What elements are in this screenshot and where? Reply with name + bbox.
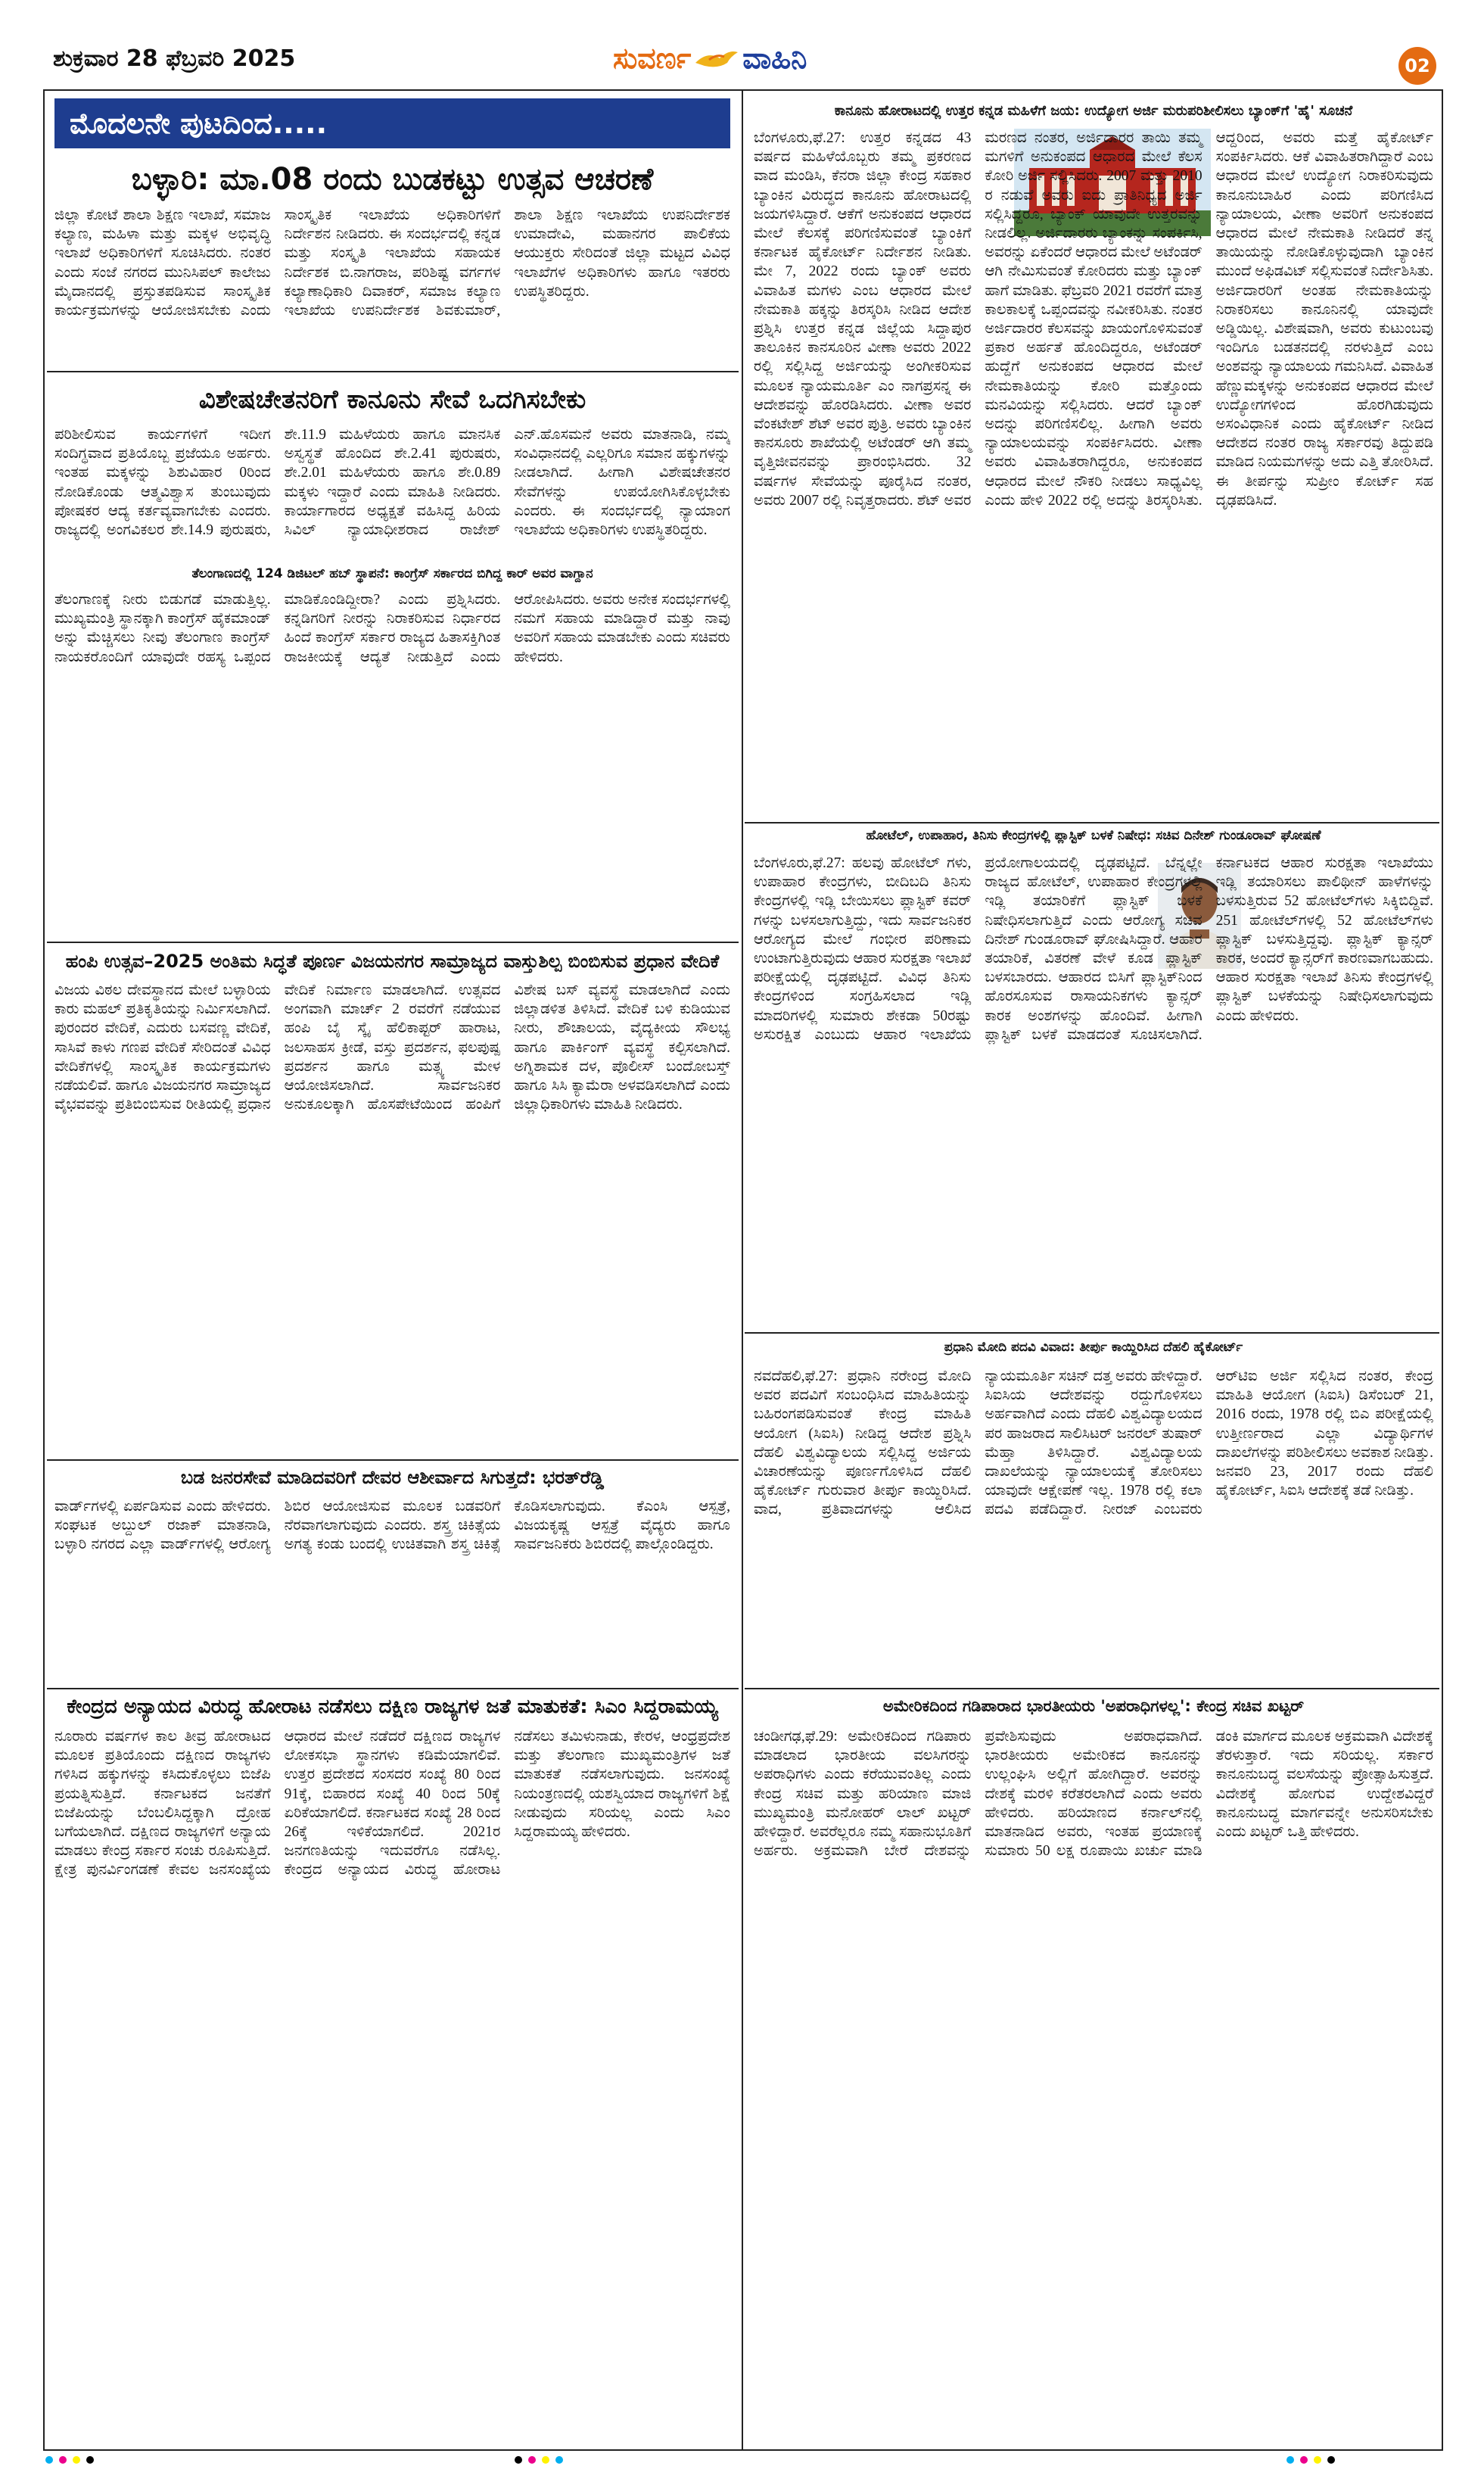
headline-bellary-tribal-festival: ಬಳ್ಳಾರಿ: ಮಾ.08 ರಂದು ಬುಡಕಟ್ಟು ಉತ್ಸವ ಆಚರಣೆ [131, 162, 654, 197]
headline-hampi-utsav: ಹಂಪಿ ಉತ್ಸವ–2025 ಅಂತಿಮ ಸಿದ್ಧತೆ ಪೂರ್ಣ ವಿಜಯನಗರ ಸಾಮ್ರಾಜ್ಯದ ವಾಸ್ತುಶಿಲ್ಪ ಬಿಂಬಿಸುವ ಪ್ರಧಾನ ವೇದಿಕೆ [65, 951, 720, 972]
column-divider [742, 89, 743, 2451]
registration-marks [45, 2456, 94, 2464]
divider [47, 1459, 739, 1461]
subhead-telangana: ತೆಲಂಗಾಣದಲ್ಲಿ 124 ಡಿಜಿಟಲ್ ಹಬ್ ಸ್ಥಾಪನೆ: ಕಾಂಗ್ರೆಸ್ ಸರ್ಕಾರದ ಬಿಗಿದ್ದ ಕಾರ್ ಅವರ ವಾಗ್ದಾನ [191, 566, 593, 581]
bird-logo-icon [694, 46, 739, 72]
headline-siddaramaiah: ಕೇಂದ್ರದ ಅನ್ಯಾಯದ ವಿರುದ್ಧ ಹೋರಾಟ ನಡೆಸಲು ದಕ್ಷಿಣ ರಾಜ್ಯಗಳ ಜತೆ ಮಾತುಕತೆ: ಸಿಎಂ ಸಿದ್ದರಾಮಯ್ಯ [67, 1695, 718, 1718]
divider [745, 1688, 1439, 1689]
divider [745, 1332, 1439, 1334]
divider [47, 371, 739, 372]
newspaper-logo [613, 42, 807, 76]
headline-modi-degree: ಪ್ರಧಾನಿ ಮೋದಿ ಪದವಿ ವಿವಾದ: ತೀರ್ಪು ಕಾಯ್ದಿರಿಸಿದ ದೆಹಲಿ ಹೈಕೋರ್ಟ್ [944, 1340, 1243, 1355]
divider [745, 822, 1439, 823]
registration-marks [515, 2456, 563, 2464]
headline-bharat-reddy: ಬಡ ಜನರಸೇವೆ ಮಾಡಿದವರಿಗೆ ದೇವರ ಆಶೀರ್ವಾದ ಸಿಗುತ್ತದೆ: ಭರತ್‌ರೆಡ್ಡಿ [180, 1467, 605, 1488]
page-number-badge: 02 [1398, 47, 1436, 85]
article-modi-degree: ನವದೆಹಲಿ,ಫೆ.27: ಪ್ರಧಾನಿ ನರೇಂದ್ರ ಮೋದಿ ಅವರ ಪದವಿಗೆ ಸಂಬಂಧಿಸಿದ ಮಾಹಿತಿಯನ್ನು ಬಹಿರಂಗಪಡಿಸುವಂತೆ ಕೇಂದ್ರ ಮಾಹಿತಿ ಆಯೋಗ (ಸಿಐಸಿ) ನೀಡಿದ್ದ ಆದೇಶ ಪ್ರಶ್ನಿಸಿ ದೆಹಲಿ ವಿಶ್ವವಿದ್ಯಾಲಯ ಸಲ್ಲಿಸಿದ್ದ ಅರ್ಜಿಯ ವಿಚಾರಣೆಯನ್ನು ಪೂರ್ಣಗೊಳಿಸಿದ ದೆಹಲಿ ಹೈಕೋರ್ಟ್ ಗುರುವಾರ ತೀರ್ಪು ಕಾಯ್ದಿರಿಸಿದೆ. ವಾದ, ಪ್ರತಿವಾದಗಳನ್ನು ಆಲಿಸಿದ ನ್ಯಾಯಮೂರ್ತಿ ಸಚಿನ್ ದತ್ತ ಅವರು ಹೇಳಿದ್ದಾರೆ. ಸಿಐಸಿಯ ಆದೇಶವನ್ನು ರದ್ದುಗೊಳಿಸಲು ಅರ್ಹವಾಗಿದೆ ಎಂದು ದೆಹಲಿ ವಿಶ್ವವಿದ್ಯಾಲಯದ ಪರ ಹಾಜರಾದ ಸಾಲಿಸಿಟರ್ ಜನರಲ್ ತುಷಾರ್ ಮೆಹ್ತಾ ತಿಳಿಸಿದ್ದಾರೆ. ವಿಶ್ವವಿದ್ಯಾಲಯ ದಾಖಲೆಯನ್ನು ನ್ಯಾಯಾಲಯಕ್ಕೆ ತೋರಿಸಲು ಯಾವುದೇ ಆಕ್ಷೇಪಣೆ ಇಲ್ಲ. 1978 ರಲ್ಲಿ ಕಲಾ ಪದವಿ ಪಡೆದಿದ್ದಾರೆ. ನೀರಜ್ ಎಂಬವರು ಆರ್‌ಟಿಐ ಅರ್ಜಿ ಸಲ್ಲಿಸಿದ ನಂತರ, ಕೇಂದ್ರ ಮಾಹಿತಿ ಆಯೋಗ (ಸಿಐಸಿ) ಡಿಸೆಂಬರ್ 21, 2016 ರಂದು, 1978 ರಲ್ಲಿ ಬಿಎ ಪರೀಕ್ಷೆಯಲ್ಲಿ ಉತ್ತೀರ್ಣರಾದ ಎಲ್ಲಾ ವಿದ್ಯಾರ್ಥಿಗಳ ದಾಖಲೆಗಳನ್ನು ಪರಿಶೀಲಿಸಲು ಅವಕಾಶ ನೀಡಿತ್ತು. ಜನವರಿ 23, 2017 ರಂದು ದೆಹಲಿ ಹೈಕೋರ್ಟ್, ಸಿಐಸಿ ಆದೇಶಕ್ಕೆ ತಡೆ ನೀಡಿತ್ತು. [754, 1368, 1433, 1518]
headline-high-court-bank: ಕಾನೂನು ಹೋರಾಟದಲ್ಲಿ ಉತ್ತರ ಕನ್ನಡ ಮಹಿಳೆಗೆ ಜಯ: ಉದ್ಯೋಗ ಅರ್ಜಿ ಮರುಪರಿಶೀಲಿಸಲು ಬ್ಯಾಂಕ್‌ಗೆ 'ಹೈ' ಸೂಚನೆ [834, 103, 1353, 119]
article-siddaramaiah: ನೂರಾರು ವರ್ಷಗಳ ಕಾಲ ತೀವ್ರ ಹೋರಾಟದ ಮೂಲಕ ಪ್ರತಿಯೊಂದು ದಕ್ಷಿಣದ ರಾಜ್ಯಗಳು ಗಳಿಸಿದ ಹಕ್ಕುಗಳನ್ನು ಕಸಿದುಕೊಳ್ಳಲು ಬಿಜೆಪಿ ಪ್ರಯತ್ನಿಸುತ್ತಿದೆ. ಕರ್ನಾಟಕದ ಜನತೆಗೆ ಬಿಜೆಪಿಯನ್ನು ಬೆಂಬಲಿಸಿದ್ದಕ್ಕಾಗಿ ದ್ರೋಹ ಬಗೆಯಲಾಗಿದೆ. ದಕ್ಷಿಣದ ರಾಜ್ಯಗಳಿಗೆ ಅನ್ಯಾಯ ಮಾಡಲು ಕೇಂದ್ರ ಸರ್ಕಾರ ಸಂಚು ರೂಪಿಸುತ್ತಿದೆ. ಕ್ಷೇತ್ರ ಪುನರ್ವಿಂಗಡಣೆ ಕೇವಲ ಜನಸಂಖ್ಯೆಯ ಆಧಾರದ ಮೇಲೆ ನಡೆದರೆ ದಕ್ಷಿಣದ ರಾಜ್ಯಗಳ ಲೋಕಸಭಾ ಸ್ಥಾನಗಳು ಕಡಿಮೆಯಾಗಲಿವೆ. ಉತ್ತರ ಪ್ರದೇಶದ ಸಂಸದರ ಸಂಖ್ಯೆ 80 ರಿಂದ 91ಕ್ಕೆ, ಬಿಹಾರದ ಸಂಖ್ಯೆ 40 ರಿಂದ 50ಕ್ಕೆ ಏರಿಕೆಯಾಗಲಿದೆ. ಕರ್ನಾಟಕದ ಸಂಖ್ಯೆ 28 ರಿಂದ 26ಕ್ಕೆ ಇಳಿಕೆಯಾಗಲಿದೆ. 2021ರ ಜನಗಣತಿಯನ್ನು ಇದುವರೆಗೂ ನಡೆಸಿಲ್ಲ. ಕೇಂದ್ರದ ಅನ್ಯಾಯದ ವಿರುದ್ಧ ಹೋರಾಟ ನಡೆಸಲು ತಮಿಳುನಾಡು, ಕೇರಳ, ಆಂಧ್ರಪ್ರದೇಶ ಮತ್ತು ತೆಲಂಗಾಣ ಮುಖ್ಯಮಂತ್ರಿಗಳ ಜತೆ ಮಾತುಕತೆ ನಡೆಸಲಾಗುವುದು. ಜನಸಂಖ್ಯೆ ನಿಯಂತ್ರಣದಲ್ಲಿ ಯಶಸ್ವಿಯಾದ ರಾಜ್ಯಗಳಿಗೆ ಶಿಕ್ಷೆ ನೀಡುವುದು ಸರಿಯಲ್ಲ ಎಂದು ಸಿಎಂ ಸಿದ್ದರಾಮಯ್ಯ ಹೇಳಿದರು. [54, 1729, 730, 1879]
headline-khattar: ಅಮೇರಿಕದಿಂದ ಗಡಿಪಾರಾದ ಭಾರತೀಯರು 'ಅಪರಾಧಿಗಳಲ್ಲ': ಕೇಂದ್ರ ಸಚಿವ ಖಟ್ಟರ್ [882, 1697, 1305, 1715]
article-hampi-utsav: ವಿಜಯ ವಿಠಲ ದೇವಸ್ಥಾನದ ಮೇಲೆ ಬಳ್ಳಾರಿಯ ಕಾರು ಮಹಲ್ ಪ್ರತಿಕೃತಿಯನ್ನು ನಿರ್ಮಿಸಲಾಗಿದೆ. ಪುರಂದರ ವೇದಿಕೆ, ಎದುರು ಬಸವಣ್ಣ ವೇದಿಕೆ, ಸಾಸಿವೆ ಕಾಳು ಗಣಪ ವೇದಿಕೆ ಸೇರಿದಂತೆ ವಿವಿಧ ವೇದಿಕೆಗಳಲ್ಲಿ ಸಾಂಸ್ಕೃತಿಕ ಕಾರ್ಯಕ್ರಮಗಳು ನಡೆಯಲಿವೆ. ಹಾಗೂ ವಿಜಯನಗರ ಸಾಮ್ರಾಜ್ಯದ ವೈಭವವನ್ನು ಪ್ರತಿಬಿಂಬಿಸುವ ರೀತಿಯಲ್ಲಿ ಪ್ರಧಾನ ವೇದಿಕೆ ನಿರ್ಮಾಣ ಮಾಡಲಾಗಿದೆ. ಉತ್ಸವದ ಅಂಗವಾಗಿ ಮಾರ್ಚ್ 2 ರವರೆಗೆ ನಡೆಯುವ ಹಂಪಿ ಬೈ ಸ್ಕೈ ಹೆಲಿಕಾಪ್ಟರ್ ಹಾರಾಟ, ಜಲಸಾಹಸ ಕ್ರೀಡೆ, ವಸ್ತು ಪ್ರದರ್ಶನ, ಫಲಪುಷ್ಪ ಪ್ರದರ್ಶನ ಹಾಗೂ ಮತ್ಸ್ಯ ಮೇಳ ಆಯೋಜಿಸಲಾಗಿದೆ. ಸಾರ್ವಜನಿಕರ ಅನುಕೂಲಕ್ಕಾಗಿ ಹೊಸಪೇಟೆಯಿಂದ ಹಂಪಿಗೆ ವಿಶೇಷ ಬಸ್ ವ್ಯವಸ್ಥೆ ಮಾಡಲಾಗಿದೆ ಎಂದು ಜಿಲ್ಲಾಡಳಿತ ತಿಳಿಸಿದೆ. ವೇದಿಕೆ ಬಳಿ ಕುಡಿಯುವ ನೀರು, ಶೌಚಾಲಯ, ವೈದ್ಯಕೀಯ ಸೌಲಭ್ಯ ಹಾಗೂ ಪಾರ್ಕಿಂಗ್ ವ್ಯವಸ್ಥೆ ಕಲ್ಪಿಸಲಾಗಿದೆ. ಅಗ್ನಿಶಾಮಕ ದಳ, ಪೊಲೀಸ್ ಬಂದೋಬಸ್ತ್ ಹಾಗೂ ಸಿಸಿ ಕ್ಯಾಮೆರಾ ಅಳವಡಿಸಲಾಗಿದೆ ಎಂದು ಜಿಲ್ಲಾಧಿಕಾರಿಗಳು ಮಾಹಿತಿ ನೀಡಿದರು. [54, 982, 730, 1113]
article-bharat-reddy: ವಾರ್ಡ್‌ಗಳಲ್ಲಿ ಏರ್ಪಡಿಸುವ ಎಂದು ಹೇಳಿದರು. ಸಂಘಟಕ ಅಬ್ದುಲ್ ರಜಾಕ್ ಮಾತನಾಡಿ, ಬಳ್ಳಾರಿ ನಗರದ ಎಲ್ಲಾ ವಾರ್ಡ್‌ಗಳಲ್ಲಿ ಆರೋಗ್ಯ ಶಿಬಿರ ಆಯೋಜಿಸುವ ಮೂಲಕ ಬಡವರಿಗೆ ನೆರವಾಗಲಾಗುವುದು ಎಂದರು. ಶಸ್ತ್ರ ಚಿಕಿತ್ಸೆಯ ಅಗತ್ಯ ಕಂಡು ಬಂದಲ್ಲಿ ಉಚಿತವಾಗಿ ಶಸ್ತ್ರ ಚಿಕಿತ್ಸೆ ಕೊಡಿಸಲಾಗುವುದು. ಕೆಎಂಸಿ ಆಸ್ಪತ್ರೆ, ವಿಜಯಕೃಷ್ಣ ಆಸ್ಪತ್ರೆ ವೈದ್ಯರು ಹಾಗೂ ಸಾರ್ವಜನಿಕರು ಶಿಬಿರದಲ್ಲಿ ಪಾಲ್ಗೊಂಡಿದ್ದರು. [54, 1499, 730, 1553]
issue-date: ಶುಕ್ರವಾರ 28 ಫೆಬ್ರವರಿ 2025 [53, 45, 296, 72]
divider [47, 1688, 739, 1689]
registration-marks [1286, 2456, 1335, 2464]
article-telangana: ತೆಲಂಗಾಣಕ್ಕೆ ನೀರು ಬಿಡುಗಡೆ ಮಾಡುತ್ತಿಲ್ಲ. ಮುಖ್ಯಮಂತ್ರಿ ಸ್ಥಾನಕ್ಕಾಗಿ ಕಾಂಗ್ರೆಸ್ ಹೈಕಮಾಂಡ್ ಅನ್ನು ಮೆಚ್ಚಿಸಲು ನೀವು ತೆಲಂಗಾಣ ಕಾಂಗ್ರೆಸ್ ನಾಯಕರೊಂದಿಗೆ ಯಾವುದೇ ರಹಸ್ಯ ಒಪ್ಪಂದ ಮಾಡಿಕೊಂಡಿದ್ದೀರಾ? ಎಂದು ಪ್ರಶ್ನಿಸಿದರು. ಕನ್ನಡಿಗರಿಗೆ ನೀರನ್ನು ನಿರಾಕರಿಸುವ ನಿರ್ಧಾರದ ಹಿಂದೆ ಕಾಂಗ್ರೆಸ್ ಸರ್ಕಾರ ರಾಜ್ಯದ ಹಿತಾಸಕ್ತಿಗಿಂತ ರಾಜಕೀಯಕ್ಕೆ ಆದ್ಯತೆ ನೀಡುತ್ತಿದೆ ಎಂದು ಆರೋಪಿಸಿದರು. ಅವರು ಅನೇಕ ಸಂದರ್ಭಗಳಲ್ಲಿ ನಮಗೆ ಸಹಾಯ ಮಾಡಿದ್ದಾರೆ ಮತ್ತು ನಾವು ಅವರಿಗೆ ಸಹಾಯ ಮಾಡಬೇಕು ಎಂದು ಸಚಿವರು ಹೇಳಿದರು. [54, 592, 730, 665]
article-high-court-bank: ಬೆಂಗಳೂರು,ಫೆ.27: ಉತ್ತರ ಕನ್ನಡದ 43 ವರ್ಷದ ಮಹಿಳೆಯೊಬ್ಬರು ತಮ್ಮ ಪ್ರಕರಣದ ವಾದ ಮಂಡಿಸಿ, ಕೆನರಾ ಜಿಲ್ಲಾ ಕೇಂದ್ರ ಸಹಕಾರ ಬ್ಯಾಂಕಿನ ವಿರುದ್ಧದ ಕಾನೂನು ಹೋರಾಟದಲ್ಲಿ ಜಯಗಳಿಸಿದ್ದಾರೆ. ಆಕೆಗೆ ಅನುಕಂಪದ ಆಧಾರದ ಮೇಲೆ ಕೆಲಸಕ್ಕೆ ಪರಿಗಣಿಸುವಂತೆ ಬ್ಯಾಂಕಿಗೆ ಕರ್ನಾಟಕ ಹೈಕೋರ್ಟ್ ನಿರ್ದೇಶನ ನೀಡಿತು. ಮೇ 7, 2022 ರಂದು ಬ್ಯಾಂಕ್ ಅವರು ವಿವಾಹಿತ ಮಗಳು ಎಂಬ ಆಧಾರದ ಮೇಲೆ ನೇಮಕಾತಿ ಹಕ್ಕನ್ನು ತಿರಸ್ಕರಿಸಿ ನೀಡಿದ ಆದೇಶ ಪ್ರಶ್ನಿಸಿ ಉತ್ತರ ಕನ್ನಡ ಜಿಲ್ಲೆಯ ಸಿದ್ದಾಪುರ ತಾಲೂಕಿನ ಕಾನಸೂರಿನ ವೀಣಾ ಅವರು 2022 ರಲ್ಲಿ ಸಲ್ಲಿಸಿದ್ದ ಅರ್ಜಿಯನ್ನು ಅಂಗೀಕರಿಸುವ ಮೂಲಕ ನ್ಯಾಯಮೂರ್ತಿ ಎಂ ನಾಗಪ್ರಸನ್ನ ಈ ಆದೇಶವನ್ನು ಹೊರಡಿಸಿದರು. ವೀಣಾ ಅವರ ವೆಂಕಟೇಶ್ ಶೆಟ್ ಅವರ ಪುತ್ರಿ. ಅವರು ಬ್ಯಾಂಕಿನ ಕಾನಸೂರು ಶಾಖೆಯಲ್ಲಿ ಅಟೆಂಡರ್ ಆಗಿ ತಮ್ಮ ವೃತ್ತಿಜೀವನವನ್ನು ಪ್ರಾರಂಭಿಸಿದರು. 32 ವರ್ಷಗಳ ಸೇವೆಯನ್ನು ಪೂರೈಸಿದ ನಂತರ, ಅವರು 2007 ರಲ್ಲಿ ನಿವೃತ್ತರಾದರು. ಶೆಟ್ ಅವರ ಮರಣದ ನಂತರ, ಅರ್ಜಿದಾರರ ತಾಯಿ ತಮ್ಮ ಮಗಳಿಗೆ ಅನುಕಂಪದ ಆಧಾರದ ಮೇಲೆ ಕೆಲಸ ಕೋರಿ ಅರ್ಜಿ ಸಲ್ಲಿಸಿದರು. 2007 ಮತ್ತು 2010 ರ ನಡುವೆ ಅವರು ಐದು ಪ್ರಾತಿನಿಧ್ಯದ ಅರ್ಜಿ ಸಲ್ಲಿಸಿದ್ದರೂ, ಬ್ಯಾಂಕ್ ಯಾವುದೇ ಉತ್ತರವನ್ನು ನೀಡಲಿಲ್ಲ. ಅರ್ಜಿದಾರರು ಬ್ಯಾಂಕನ್ನು ಸಂಪರ್ಕಿಸಿ, ಅವರನ್ನು ಏಕೆಂದರೆ ಆಧಾರದ ಮೇಲೆ ಅಟೆಂಡರ್ ಆಗಿ ನೇಮಿಸುವಂತೆ ಕೋರಿದರು ಮತ್ತು ಬ್ಯಾಂಕ್ ಹಾಗೆ ಮಾಡಿತು. ಫೆಬ್ರವರಿ 2021 ರವರೆಗೆ ಮಾತ್ರ ಕಾಲಕಾಲಕ್ಕೆ ಒಪ್ಪಂದವನ್ನು ನವೀಕರಿಸಿತು. ನಂತರ ಅರ್ಜಿದಾರರ ಕೆಲಸವನ್ನು ಖಾಯಂಗೊಳಿಸುವಂತೆ ಪ್ರಕಾರ ಅರ್ಹತೆ ಹೊಂದಿದ್ದರೂ, ಅಟೆಂಡರ್ ಹುದ್ದೆಗೆ ಅನುಕಂಪದ ಆಧಾರದ ಮೇಲೆ ನೇಮಕಾತಿಯನ್ನು ಕೋರಿ ಮತ್ತೊಂದು ಮನವಿಯನ್ನು ಸಲ್ಲಿಸಿದರು. ಆದರೆ ಬ್ಯಾಂಕ್ ಅದನ್ನು ಪರಿಗಣಿಸಲಿಲ್ಲ. ಹೀಗಾಗಿ ಅವರು ನ್ಯಾಯಾಲಯವನ್ನು ಸಂಪರ್ಕಿಸಿದರು. ವೀಣಾ ಅವರು ವಿವಾಹಿತರಾಗಿದ್ದರೂ, ಅನುಕಂಪದ ಆಧಾರದ ಮೇಲೆ ನೌಕರಿ ನೀಡಲು ಸಾಧ್ಯವಿಲ್ಲ ಎಂದು ಹೇಳಿ 2022 ರಲ್ಲಿ ಅದನ್ನು ತಿರಸ್ಕರಿಸಿತು. ಆದ್ದರಿಂದ, ಅವರು ಮತ್ತೆ ಹೈಕೋರ್ಟ್ ಸಂಪರ್ಕಿಸಿದರು. ಆಕೆ ವಿವಾಹಿತರಾಗಿದ್ದಾರೆ ಎಂಬ ಆಧಾರದ ಮೇಲೆ ಉದ್ಯೋಗ ನಿರಾಕರಿಸುವುದು ಕಾನೂನುಬಾಹಿರ ಎಂದು ಪರಿಗಣಿಸಿದ ನ್ಯಾಯಾಲಯ, ವೀಣಾ ಅವರಿಗೆ ಅನುಕಂಪದ ಆಧಾರದ ಮೇಲೆ ನೇಮಕಾತಿ ನೀಡಿದರೆ ತನ್ನ ತಾಯಿಯನ್ನು ನೋಡಿಕೊಳ್ಳುವುದಾಗಿ ಬ್ಯಾಂಕಿನ ಮುಂದೆ ಅಫಿಡವಿಟ್ ಸಲ್ಲಿಸುವಂತೆ ನಿರ್ದೇಶಿಸಿತು. ಅರ್ಜಿದಾರರಿಗೆ ಅಂತಹ ನೇಮಕಾತಿಯನ್ನು ನಿರಾಕರಿಸಲು ಕಾನೂನಿನಲ್ಲಿ ಯಾವುದೇ ಅಡ್ಡಿಯಿಲ್ಲ. ವಿಶೇಷವಾಗಿ, ಅವರು ಕುಟುಂಬವು ಇಂದಿಗೂ ಬಡತನದಲ್ಲಿ ನರಳುತ್ತಿದೆ ಎಂಬ ಅಂಶವನ್ನು ನ್ಯಾಯಾಲಯ ಗಮನಿಸಿದೆ. ವಿವಾಹಿತ ಹೆಣ್ಣುಮಕ್ಕಳನ್ನು ಅನುಕಂಪದ ಆಧಾರದ ಮೇಲೆ ಉದ್ಯೋಗಗಳಿಂದ ಹೊರಗಿಡುವುದು ಅಸಂವಿಧಾನಿಕ ಎಂದು ಹೈಕೋರ್ಟ್ ನೀಡಿದ ಆದೇಶದ ನಂತರ ರಾಜ್ಯ ಸರ್ಕಾರವು ತಿದ್ದುಪಡಿ ಮಾಡಿದ ನಿಯಮಗಳನ್ನು ಅದು ಎತ್ತಿ ತೋರಿಸಿದೆ. ಈ ತೀರ್ಪನ್ನು ಸುಪ್ರೀಂ ಕೋರ್ಟ್ ಸಹ ದೃಢಪಡಿಸಿದೆ. [754, 130, 1433, 509]
article-khattar: ಚಂಡೀಗಢ,ಫೆ.29: ಅಮೇರಿಕದಿಂದ ಗಡಿಪಾರು ಮಾಡಲಾದ ಭಾರತೀಯ ವಲಸಿಗರನ್ನು ಅಪರಾಧಿಗಳು ಎಂದು ಕರೆಯುವಂತಿಲ್ಲ ಎಂದು ಕೇಂದ್ರ ಸಚಿವ ಮತ್ತು ಹರಿಯಾಣ ಮಾಜಿ ಮುಖ್ಯಮಂತ್ರಿ ಮನೋಹರ್ ಲಾಲ್ ಖಟ್ಟರ್ ಹೇಳಿದ್ದಾರೆ. ಅವರೆಲ್ಲರೂ ನಮ್ಮ ಸಹಾನುಭೂತಿಗೆ ಅರ್ಹರು. ಅಕ್ರಮವಾಗಿ ಬೇರೆ ದೇಶವನ್ನು ಪ್ರವೇಶಿಸುವುದು ಅಪರಾಧವಾಗಿದೆ. ಭಾರತೀಯರು ಅಮೇರಿಕದ ಕಾನೂನನ್ನು ಉಲ್ಲಂಘಿಸಿ ಅಲ್ಲಿಗೆ ಹೋಗಿದ್ದಾರೆ. ಅವರನ್ನು ದೇಶಕ್ಕೆ ಮರಳಿ ಕರೆತರಲಾಗಿದೆ ಎಂದು ಅವರು ಹೇಳಿದರು. ಹರಿಯಾಣದ ಕರ್ನಾಲ್‌ನಲ್ಲಿ ಮಾತನಾಡಿದ ಅವರು, ಇಂತಹ ಪ್ರಯಾಣಕ್ಕೆ ಸುಮಾರು 50 ಲಕ್ಷ ರೂಪಾಯಿ ಖರ್ಚು ಮಾಡಿ ಡಂಕಿ ಮಾರ್ಗದ ಮೂಲಕ ಅಕ್ರಮವಾಗಿ ವಿದೇಶಕ್ಕೆ ತೆರಳುತ್ತಾರೆ. ಇದು ಸರಿಯಲ್ಲ. ಸರ್ಕಾರ ಕಾನೂನುಬದ್ಧ ವಲಸೆಯನ್ನು ಪ್ರೋತ್ಸಾಹಿಸುತ್ತದೆ. ವಿದೇಶಕ್ಕೆ ಹೋಗುವ ಉದ್ದೇಶವಿದ್ದರೆ ಕಾನೂನುಬದ್ಧ ಮಾರ್ಗವನ್ನೇ ಅನುಸರಿಸಬೇಕು ಎಂದು ಖಟ್ಟರ್ ಒತ್ತಿ ಹೇಳಿದರು. [754, 1729, 1433, 1860]
masthead [0, 0, 1484, 83]
article-plastic-ban: ಬೆಂಗಳೂರು,ಫೆ.27: ಹಲವು ಹೋಟೆಲ್ ಗಳು, ಉಪಾಹಾರ ಕೇಂದ್ರಗಳು, ಬೀದಿಬದಿ ತಿನಿಸು ಕೇಂದ್ರಗಳಲ್ಲಿ ಇಡ್ಲಿ ಬೇಯಿಸಲು ಪ್ಲಾಸ್ಟಿಕ್ ಕವರ್ ಗಳನ್ನು ಬಳಸಲಾಗುತ್ತಿದ್ದು, ಇದು ಸಾರ್ವಜನಿಕರ ಆರೋಗ್ಯದ ಮೇಲೆ ಗಂಭೀರ ಪರಿಣಾಮ ಉಂಟಾಗುತ್ತಿರುವುದು ಆಹಾರ ಸುರಕ್ಷತಾ ಇಲಾಖೆ ಪರೀಕ್ಷೆಯಲ್ಲಿ ದೃಢಪಟ್ಟಿದೆ. ವಿವಿಧ ತಿನಿಸು ಕೇಂದ್ರಗಳಿಂದ ಸಂಗ್ರಹಿಸಲಾದ ಇಡ್ಲಿ ಮಾದರಿಗಳಲ್ಲಿ ಸುಮಾರು ಶೇಕಡಾ 50ರಷ್ಟು ಅಸುರಕ್ಷಿತ ಎಂಬುದು ಆಹಾರ ಇಲಾಖೆಯ ಪ್ರಯೋಗಾಲಯದಲ್ಲಿ ದೃಢಪಟ್ಟಿದೆ. ಬೆನ್ನಲ್ಲೇ ರಾಜ್ಯದ ಹೋಟೆಲ್, ಉಪಾಹಾರ ಕೇಂದ್ರಗಳಲ್ಲಿ ಇಡ್ಲಿ ತಯಾರಿಕೆಗೆ ಪ್ಲಾಸ್ಟಿಕ್ ಬಳಕೆ ನಿಷೇಧಿಸಲಾಗುತ್ತಿದೆ ಎಂದು ಆರೋಗ್ಯ ಸಚಿವ ದಿನೇಶ್ ಗುಂಡೂರಾವ್ ಘೋಷಿಸಿದ್ದಾರೆ. ಆಹಾರ ತಯಾರಿಕೆ, ವಿತರಣೆ ವೇಳೆ ಕೂಡ ಪ್ಲಾಸ್ಟಿಕ್ ಬಳಸಬಾರದು. ಆಹಾರದ ಬಿಸಿಗೆ ಪ್ಲಾಸ್ಟಿಕ್‌ನಿಂದ ಹೊರಸೂಸುವ ರಾಸಾಯನಿಕಗಳು ಕ್ಯಾನ್ಸರ್ ಕಾರಕ ಅಂಶಗಳನ್ನು ಹೊಂದಿವೆ. ಹೀಗಾಗಿ ಪ್ಲಾಸ್ಟಿಕ್ ಬಳಕೆ ಮಾಡದಂತೆ ಸೂಚಿಸಲಾಗಿದೆ. ಕರ್ನಾಟಕದ ಆಹಾರ ಸುರಕ್ಷತಾ ಇಲಾಖೆಯು ಇಡ್ಲಿ ತಯಾರಿಸಲು ಪಾಲಿಥೀನ್ ಹಾಳೆಗಳನ್ನು ಬಳಸುತ್ತಿರುವ 52 ಹೋಟೆಲ್‌ಗಳು ಸಿಕ್ಕಿಬಿದ್ದಿವೆ. 251 ಹೋಟೆಲ್‌ಗಳಲ್ಲಿ 52 ಹೋಟೆಲ್‌ಗಳು ಪ್ಲಾಸ್ಟಿಕ್ ಬಳಸುತ್ತಿದ್ದವು. ಪ್ಲಾಸ್ಟಿಕ್ ಕ್ಯಾನ್ಸರ್ ಕಾರಕ, ಅಂದರೆ ಕ್ಯಾನ್ಸರ್‌ಗೆ ಕಾರಣವಾಗಬಹುದು. ಆಹಾರ ಸುರಕ್ಷತಾ ಇಲಾಖೆ ತಿನಿಸು ಕೇಂದ್ರಗಳಲ್ಲಿ ಪ್ಲಾಸ್ಟಿಕ್ ಬಳಕೆಯನ್ನು ನಿಷೇಧಿಸಲಾಗುವುದು ಎಂದು ಹೇಳಿದರು. [754, 855, 1433, 1043]
section-banner: ಮೊದಲನೇ ಪುಟದಿಂದ..... [54, 98, 730, 148]
logo-text-right: ವಾಹಿನಿ [742, 42, 807, 75]
headline-legal-services-disabled: ವಿಶೇಷಚೇತನರಿಗೆ ಕಾನೂನು ಸೇವೆ ಒದಗಿಸಬೇಕು [198, 384, 586, 415]
article-legal-services-disabled: ಪರಿಶೀಲಿಸುವ ಕಾರ್ಯಗಳಿಗೆ ಇದೀಗ ಸಂದಿಗ್ಧವಾದ ಪ್ರತಿಯೊಬ್ಬ ಪ್ರಜೆಯೂ ಅರ್ಹರು. ಇಂತಹ ಮಕ್ಕಳನ್ನು ಶಿಶುವಿಹಾರ 0ರಿಂದ ನೋಡಿಕೊಂಡು ಆತ್ಮವಿಶ್ವಾಸ ತುಂಬುವುದು ಪೋಷಕರ ಆದ್ಯ ಕರ್ತವ್ಯವಾಗಬೇಕು ಎಂದರು. ರಾಜ್ಯದಲ್ಲಿ ಅಂಗವಿಕಲರ ಶೇ.14.9 ಪುರುಷರು, ಶೇ.11.9 ಮಹಿಳೆಯರು ಹಾಗೂ ಮಾನಸಿಕ ಅಸ್ವಸ್ಥತೆ ಹೊಂದಿದ ಶೇ.2.41 ಪುರುಷರು, ಶೇ.2.01 ಮಹಿಳೆಯರು ಹಾಗೂ ಶೇ.0.89 ಮಕ್ಕಳು ಇದ್ದಾರೆ ಎಂದು ಮಾಹಿತಿ ನೀಡಿದರು. ಕಾರ್ಯಾಗಾರದ ಅಧ್ಯಕ್ಷತೆ ವಹಿಸಿದ್ದ ಹಿರಿಯ ಸಿವಿಲ್ ನ್ಯಾಯಾಧೀಶರಾದ ರಾಜೇಶ್ ಎನ್.ಹೊಸಮನೆ ಅವರು ಮಾತನಾಡಿ, ನಮ್ಮ ಸಂವಿಧಾನದಲ್ಲಿ ಎಲ್ಲರಿಗೂ ಸಮಾನ ಹಕ್ಕುಗಳನ್ನು ನೀಡಲಾಗಿದೆ. ಹೀಗಾಗಿ ವಿಶೇಷಚೇತನರ ಸೇವೆಗಳನ್ನು ಉಪಯೋಗಿಸಿಕೊಳ್ಳಬೇಕು ಎಂದರು. ಈ ಸಂದರ್ಭದಲ್ಲಿ ನ್ಯಾಯಾಂಗ ಇಲಾಖೆಯ ಅಧಿಕಾರಿಗಳು ಉಪಸ್ಥಿತರಿದ್ದರು. [54, 427, 730, 539]
divider [47, 942, 739, 943]
article-bellary-tribal-festival: ಜಿಲ್ಲಾ ಕೋಟೆ ಶಾಲಾ ಶಿಕ್ಷಣ ಇಲಾಖೆ, ಸಮಾಜ ಕಲ್ಯಾಣ, ಮಹಿಳಾ ಮತ್ತು ಮಕ್ಕಳ ಅಭಿವೃದ್ಧಿ ಇಲಾಖೆ ಅಧಿಕಾರಿಗಳಿಗೆ ಸೂಚಿಸಿದರು. ನಂತರ ಎಂದು ಸಂಜೆ ನಗರದ ಮುನಿಸಿಪಲ್ ಕಾಲೇಜು ಮೈದಾನದಲ್ಲಿ ಪ್ರಸ್ತುತಪಡಿಸುವ ಸಾಂಸ್ಕೃತಿಕ ಕಾರ್ಯಕ್ರಮಗಳನ್ನು ಆಯೋಜಿಸಬೇಕು ಎಂದು ಸಾಂಸ್ಕೃತಿಕ ಇಲಾಖೆಯ ಅಧಿಕಾರಿಗಳಿಗೆ ನಿರ್ದೇಶನ ನೀಡಿದರು. ಈ ಸಂದರ್ಭದಲ್ಲಿ ಕನ್ನಡ ಮತ್ತು ಸಂಸ್ಕೃತಿ ಇಲಾಖೆಯ ಸಹಾಯಕ ನಿರ್ದೇಶಕ ಬಿ.ನಾಗರಾಜ, ಪರಿಶಿಷ್ಟ ವರ್ಗಗಳ ಕಲ್ಯಾಣಾಧಿಕಾರಿ ದಿವಾಕರ್, ಸಮಾಜ ಕಲ್ಯಾಣ ಇಲಾಖೆಯ ಉಪನಿರ್ದೇಶಕ ಶಿವಕುಮಾರ್, ಶಾಲಾ ಶಿಕ್ಷಣ ಇಲಾಖೆಯ ಉಪನಿರ್ದೇಶಕ ಉಮಾದೇವಿ, ಮಹಾನಗರ ಪಾಲಿಕೆಯ ಆಯುಕ್ತರು ಸೇರಿದಂತೆ ಜಿಲ್ಲಾ ಮಟ್ಟದ ವಿವಿಧ ಇಲಾಖೆಗಳ ಅಧಿಕಾರಿಗಳು ಹಾಗೂ ಇತರರು ಉಪಸ್ಥಿತರಿದ್ದರು. [54, 207, 730, 319]
headline-plastic-ban: ಹೋಟೆಲ್, ಉಪಾಹಾರ, ತಿನಿಸು ಕೇಂದ್ರಗಳಲ್ಲಿ ಪ್ಲಾಸ್ಟಿಕ್ ಬಳಕೆ ನಿಷೇಧ: ಸಚಿವ ದಿನೇಶ್ ಗುಂಡೂರಾವ್ ಘೋಷಣೆ [866, 828, 1321, 843]
logo-text-left: ಸುವರ್ಣ [613, 42, 692, 75]
